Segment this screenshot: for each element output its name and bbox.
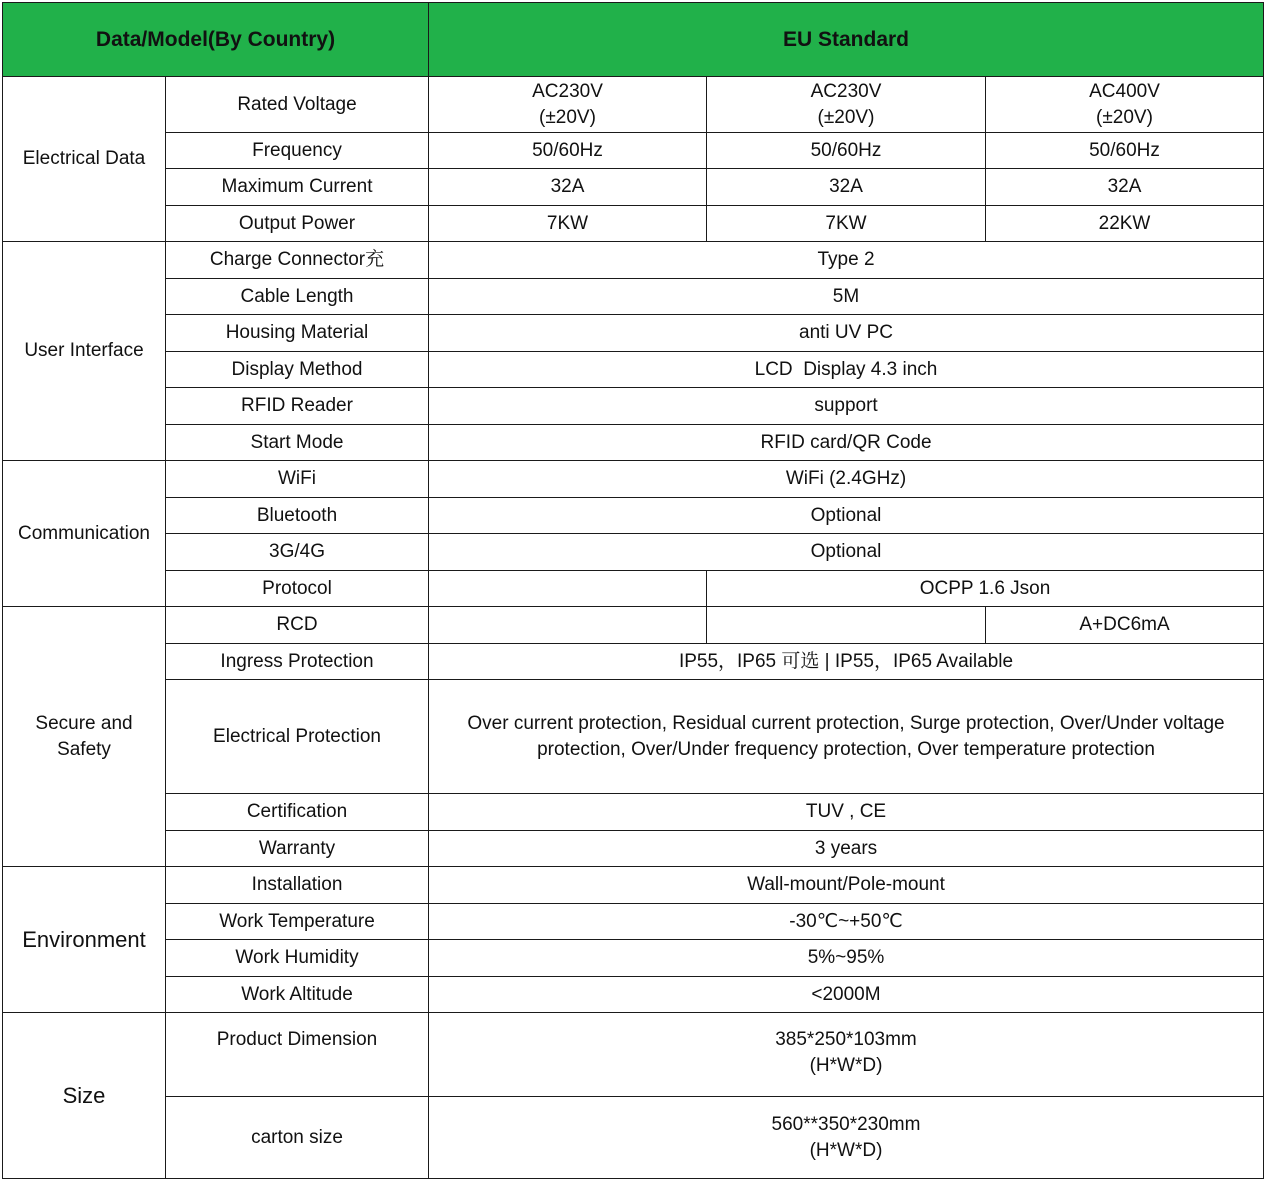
category-environment: Environment <box>3 867 166 1013</box>
table-row <box>3 644 1264 680</box>
table-row <box>3 904 1264 940</box>
value-bluetooth: Optional <box>429 498 1264 534</box>
table-row <box>3 1013 1264 1097</box>
value-wifi: WiFi (2.4GHz) <box>429 461 1264 498</box>
label-3g-4g: 3G/4G <box>166 534 429 571</box>
header-data-model: Data/Model(By Country) <box>3 3 429 77</box>
label-charge-connector: Charge Connector充 <box>166 242 429 279</box>
table-row <box>3 315 1264 352</box>
value-maximum-current-3: 32A <box>986 169 1264 206</box>
label-product-dimension: Product Dimension <box>166 1013 429 1097</box>
value-ingress-protection: IP55，IP65 可选 | IP55，IP65 Available <box>429 644 1264 680</box>
label-rfid-reader: RFID Reader <box>166 388 429 425</box>
table-row <box>3 1097 1264 1179</box>
value-warranty: 3 years <box>429 831 1264 867</box>
value-rcd-2 <box>707 607 986 644</box>
value-frequency-3: 50/60Hz <box>986 133 1264 169</box>
table-row <box>3 831 1264 867</box>
value-output-power-2: 7KW <box>707 206 986 242</box>
value-output-power-3: 22KW <box>986 206 1264 242</box>
label-output-power: Output Power <box>166 206 429 242</box>
value-product-dimension: 385*250*103mm (H*W*D) <box>429 1013 1264 1097</box>
table-row <box>3 206 1264 242</box>
value-protocol-2: OCPP 1.6 Json <box>707 571 1264 607</box>
table-row <box>3 133 1264 169</box>
label-work-humidity: Work Humidity <box>166 940 429 977</box>
label-work-altitude: Work Altitude <box>166 977 429 1013</box>
label-start-mode: Start Mode <box>166 425 429 461</box>
category-user-interface: User Interface <box>3 242 166 461</box>
value-certification: TUV , CE <box>429 794 1264 831</box>
label-certification: Certification <box>166 794 429 831</box>
value-display-method: LCD Display 4.3 inch <box>429 352 1264 388</box>
table-row <box>3 352 1264 388</box>
category-electrical-data: Electrical Data <box>3 77 166 242</box>
value-rcd-1 <box>429 607 707 644</box>
table-row <box>3 571 1264 607</box>
table-row <box>3 977 1264 1013</box>
value-frequency-2: 50/60Hz <box>707 133 986 169</box>
table-row <box>3 940 1264 977</box>
value-rfid-reader: support <box>429 388 1264 425</box>
table-row <box>3 498 1264 534</box>
label-carton-size: carton size <box>166 1097 429 1179</box>
label-installation: Installation <box>166 867 429 904</box>
table-row <box>3 607 1264 644</box>
value-work-altitude: <2000M <box>429 977 1264 1013</box>
label-rated-voltage: Rated Voltage <box>166 77 429 133</box>
value-work-temperature: -30℃~+50℃ <box>429 904 1264 940</box>
value-protocol-1 <box>429 571 707 607</box>
table-row <box>3 388 1264 425</box>
label-rcd: RCD <box>166 607 429 644</box>
value-3g-4g: Optional <box>429 534 1264 571</box>
category-size: Size <box>3 1013 166 1179</box>
table-row <box>3 680 1264 794</box>
value-charge-connector: Type 2 <box>429 242 1264 279</box>
spec-table <box>2 2 1264 1179</box>
label-cable-length: Cable Length <box>166 279 429 315</box>
label-maximum-current: Maximum Current <box>166 169 429 206</box>
category-communication: Communication <box>3 461 166 607</box>
value-electrical-protection: Over current protection, Residual current protection, Surge protection, Over/Under voltage protection, Over/Under frequency protection, Over temperature protection <box>429 680 1264 794</box>
label-protocol: Protocol <box>166 571 429 607</box>
table-row <box>3 461 1264 498</box>
table-row <box>3 279 1264 315</box>
value-carton-size: 560**350*230mm (H*W*D) <box>429 1097 1264 1179</box>
value-cable-length: 5M <box>429 279 1264 315</box>
value-frequency-1: 50/60Hz <box>429 133 707 169</box>
value-rated-voltage-3: AC400V (±20V) <box>986 77 1264 133</box>
table-row <box>3 867 1264 904</box>
label-electrical-protection: Electrical Protection <box>166 680 429 794</box>
label-housing-material: Housing Material <box>166 315 429 352</box>
value-rated-voltage-1: AC230V (±20V) <box>429 77 707 133</box>
category-secure-and-safety: Secure and Safety <box>3 607 166 867</box>
label-display-method: Display Method <box>166 352 429 388</box>
label-frequency: Frequency <box>166 133 429 169</box>
table-row <box>3 242 1264 279</box>
header-row <box>3 3 1264 77</box>
value-maximum-current-1: 32A <box>429 169 707 206</box>
table-row <box>3 169 1264 206</box>
label-bluetooth: Bluetooth <box>166 498 429 534</box>
table-row <box>3 425 1264 461</box>
value-start-mode: RFID card/QR Code <box>429 425 1264 461</box>
value-housing-material: anti UV PC <box>429 315 1264 352</box>
label-work-temperature: Work Temperature <box>166 904 429 940</box>
value-installation: Wall-mount/Pole-mount <box>429 867 1264 904</box>
table-row <box>3 794 1264 831</box>
label-wifi: WiFi <box>166 461 429 498</box>
label-ingress-protection: Ingress Protection <box>166 644 429 680</box>
value-rcd-3: A+DC6mA <box>986 607 1264 644</box>
value-output-power-1: 7KW <box>429 206 707 242</box>
value-rated-voltage-2: AC230V (±20V) <box>707 77 986 133</box>
header-eu-standard: EU Standard <box>429 3 1264 77</box>
value-work-humidity: 5%~95% <box>429 940 1264 977</box>
value-maximum-current-2: 32A <box>707 169 986 206</box>
table-row <box>3 534 1264 571</box>
table-row <box>3 77 1264 133</box>
label-warranty: Warranty <box>166 831 429 867</box>
